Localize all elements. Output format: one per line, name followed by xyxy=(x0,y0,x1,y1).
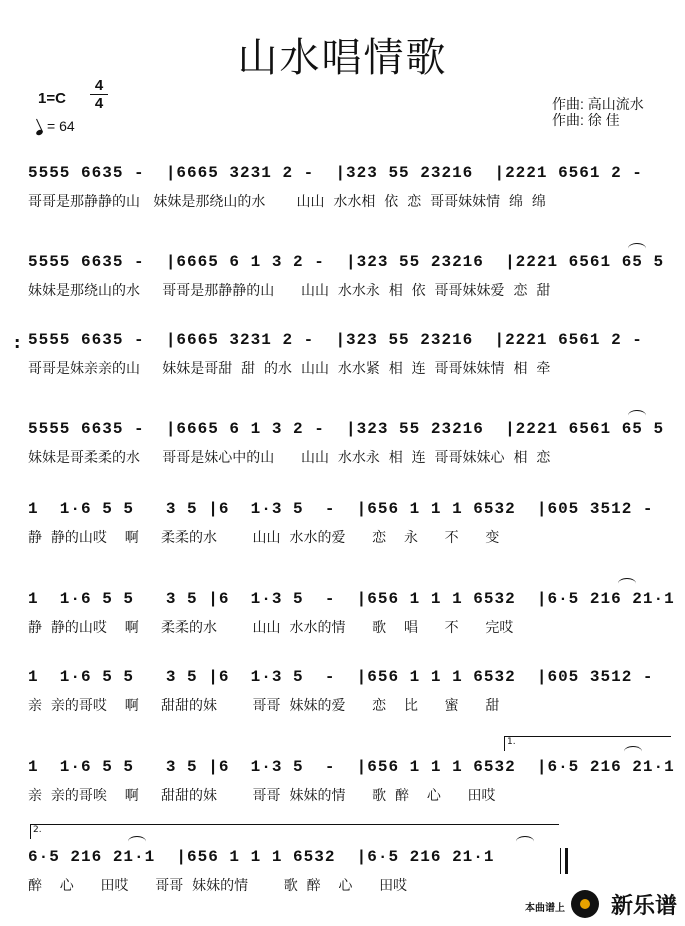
lyrics: 静 静的山哎 啊 柔柔的水 山山 水水的爱 恋 永 不 变 xyxy=(28,530,500,546)
volta-1: 1. xyxy=(504,736,671,751)
notation: 1 1·6 5 5 3 5 |6 1·3 5 - |656 1 1 1 6532 |605 3512 - xyxy=(28,668,654,686)
notation: 1 1·6 5 5 3 5 |6 1·3 5 - |656 1 1 1 6532 |605 3512 - xyxy=(28,500,654,518)
tie-mark xyxy=(628,243,646,254)
lyrics: 亲 亲的哥唉 啊 甜甜的妹 哥哥 妹妹的情 歌 醉 心 田哎 xyxy=(28,788,496,804)
lyrics: 亲 亲的哥哎 啊 甜甜的妹 哥哥 妹妹的爱 恋 比 蜜 甜 xyxy=(28,698,500,714)
tie-mark xyxy=(516,836,534,847)
lyrics: 妹妹是那绕山的水 哥哥是那静静的山 山山 水水永 相 依 哥哥妹妹爱 恋 甜 xyxy=(28,283,551,299)
tempo-value: = 64 xyxy=(47,118,75,134)
notation: 1 1·6 5 5 3 5 |6 1·3 5 - |656 1 1 1 6532 |6·5 216 21·1 xyxy=(28,590,675,608)
tempo-marking xyxy=(36,118,75,134)
site-logo[interactable]: 新乐谱 xyxy=(610,894,677,919)
composer-line-2: 作曲: 徐 佳 xyxy=(552,112,620,128)
tie-mark xyxy=(624,746,642,757)
footer-caption: 本曲谱上 xyxy=(525,903,565,914)
vinyl-record-icon xyxy=(571,890,599,918)
tie-mark xyxy=(618,578,636,589)
notation: 6·5 216 21·1 |656 1 1 1 6532 |6·5 216 21·1 xyxy=(28,848,495,866)
tie-mark xyxy=(128,836,146,847)
time-signature xyxy=(90,78,108,111)
song-title: 山水唱情歌 xyxy=(237,35,448,81)
final-barline xyxy=(560,848,566,874)
lyrics: 妹妹是哥柔柔的水 哥哥是妹心中的山 山山 水水永 相 连 哥哥妹妹心 相 恋 xyxy=(28,450,551,466)
meter-top: 4 xyxy=(94,77,104,94)
repeat-sign-icon: : xyxy=(14,333,21,352)
meter-bottom: 4 xyxy=(94,95,104,112)
notation: 5555 6635 - |6665 3231 2 - |323 55 23216 |2221 6561 2 - xyxy=(28,164,643,182)
lyrics: 哥哥是妹亲亲的山 妹妹是哥甜 甜 的水 山山 水水紧 相 连 哥哥妹妹情 相 牵 xyxy=(28,361,551,377)
quarter-note-icon xyxy=(35,129,43,136)
composer-line-1: 作曲: 高山流水 xyxy=(552,96,644,112)
notation: 5555 6635 - |6665 3231 2 - |323 55 23216 |2221 6561 2 - xyxy=(28,331,643,349)
lyrics: 哥哥是那静静的山 妹妹是那绕山的水 山山 水水相 依 恋 哥哥妹妹情 绵 绵 xyxy=(28,194,546,210)
notation: 5555 6635 - |6665 6 1 3 2 - |323 55 23216 |2221 6561 65 5 xyxy=(28,253,665,271)
composer-credits xyxy=(552,96,644,128)
lyrics: 静 静的山哎 啊 柔柔的水 山山 水水的情 歌 唱 不 完哎 xyxy=(28,620,514,636)
notation: 1 1·6 5 5 3 5 |6 1·3 5 - |656 1 1 1 6532 |6·5 216 21·1 xyxy=(28,758,675,776)
tie-mark xyxy=(628,410,646,421)
key-signature: 1=C xyxy=(38,90,66,107)
volta-2: 2. xyxy=(30,824,559,839)
lyrics: 醉 心 田哎 哥哥 妹妹的情 歌 醉 心 田哎 xyxy=(28,878,408,894)
notation: 5555 6635 - |6665 6 1 3 2 - |323 55 23216 |2221 6561 65 5 xyxy=(28,420,665,438)
